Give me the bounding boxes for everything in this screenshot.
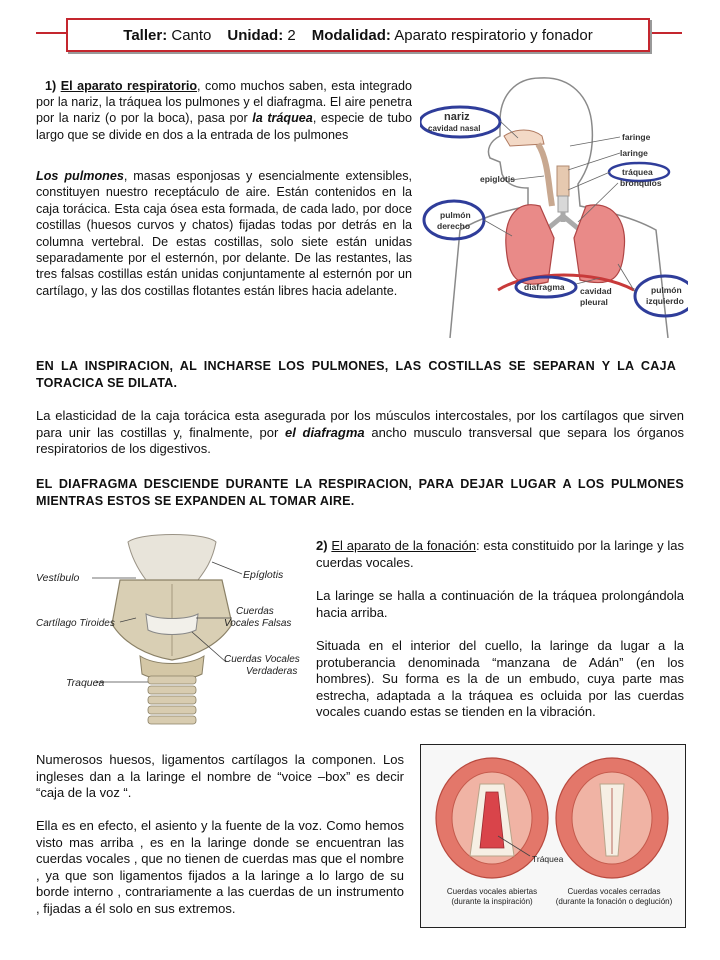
label-cuerdas-falsas-2: Vocales Falsas: [224, 618, 292, 629]
label-traquea: tráquea: [622, 167, 653, 177]
header-unidad: Unidad: 2: [227, 26, 296, 44]
label-cavidad-pleural-2: pleural: [580, 297, 608, 307]
label-pulmon-izquierdo-1: pulmón: [651, 285, 682, 295]
section1-lungs: Los pulmones, masas esponjosas y esencialmente extensibles, constituyen nuestro receptáculo de aire. Están contenidos en la caja torácica. Esta caja ósea esta formada, de cada lado, por doce costillas (huesos curvos y chatos) fijadas todas por detrás en la columna vertebral. De estas costillas, solo siete están unidas separadamente por el esternón, por delante. De las restantes, las tres falsas costillas están unidas conjuntamente al esternón por un cartílago, y las dos costillas flotantes están libres hacia adelante.: [36, 169, 412, 298]
section2-intro: 2) El aparato de la fonación: esta constituido por la laringe y las cuerdas vocales.: [316, 538, 685, 570]
label-cuerdas-falsas-1: Cuerdas: [236, 606, 274, 617]
label-traquea-3: Tráquea: [532, 854, 564, 864]
vocal-cords-diagram: [420, 744, 686, 928]
label-bronquios: bronquios: [620, 178, 662, 188]
label-pulmon-izquierdo-2: izquierdo: [646, 296, 684, 306]
diafragma-caps: EL DIAFRAGMA DESCIENDE DURANTE LA RESPIRACION, PARA DEJAR LUGAR A LOS PULMONES MIENTRAS ESTOS SE EXPANDEN AL TOMAR AIRE.: [36, 477, 684, 508]
caption-closed-2: (durante la fonación o deglución): [555, 897, 673, 906]
caption-open-1: Cuerdas vocales abiertas: [446, 887, 538, 896]
label-epiglotis: epiglotis: [480, 174, 515, 184]
label-pulmon-derecho-1: pulmón: [440, 210, 471, 220]
header-modalidad: Modalidad: Aparato respiratorio y fonador: [311, 26, 593, 44]
label-laringe: laringe: [620, 148, 648, 158]
larynx-diagram: [36, 532, 306, 728]
voicebox-p1: Numerosos huesos, ligamentos cartílagos la componen. Los ingleses dan a la laringe el nombre de “voice –box” es decir “caja de la voz “.: [36, 752, 404, 801]
voicebox-p2: Ella es en efecto, el asiento y la fuente de la voz. Como hemos visto mas arriba , es en la laringe donde se encuentran las cuerdas vocales , que no tienen de cuerdas mas que el nombre , ya que son ligamentos fijados a la laringe a lo largo de su borde interno , contrariamente a las cuerdas de un instrumento , fijadas a él solo en sus extremos.: [36, 818, 404, 916]
section2-laringe: La laringe se halla a continuación de la tráquea prolongándola hacia arriba.: [316, 588, 684, 620]
caption-closed-1: Cuerdas vocales cerradas: [567, 887, 661, 896]
section2-situada: Situada en el interior del cuello, la laringe da lugar a la protuberancia denominada “manzana de Adán” (en los hombres). Su forma es la de un embudo, cuya parte mas estrecha, adaptada a la tráquea es ocluida por las cuerdas vocales cuando estas se tienden en la vibración.: [316, 638, 684, 720]
inspiracion-caps: EN LA INSPIRACION, AL INCHARSE LOS PULMONES, LAS COSTILLAS SE SEPARAN Y LA CAJA TORACICA SE DILATA.: [36, 359, 676, 390]
header-box: [66, 18, 650, 52]
label-diafragma: diafragma: [524, 282, 565, 292]
label-vestibulo: Vestíbulo: [36, 572, 80, 584]
elasticidad-paragraph: La elasticidad de la caja torácica esta asegurada por los músculos intercostales, por los cartílagos que sirven para unir las costillas y, finalmente, por el diafragma ancho musculo transversal que separa los órganos respiratorios de los digestivos.: [36, 408, 684, 457]
label-cuerdas-verdaderas-1: Cuerdas Vocales: [224, 654, 300, 665]
section1-intro: 1) El aparato respiratorio, como muchos saben, esta integrado por la nariz, la tráquea los pulmones y el diafragma. El aire penetra por la nariz (o por la boca), pasa por la tráquea, especie de tubo largo que se divide en dos a la entrada de los pulmones: [36, 79, 413, 142]
label-cavidad-nasal: cavidad nasal: [428, 124, 481, 133]
label-nariz: nariz: [444, 111, 470, 123]
label-cuerdas-verdaderas-2: Verdaderas: [246, 666, 298, 677]
header-taller: Taller: Canto: [123, 26, 212, 44]
label-cartilago-tiroides: Cartílago Tiroides: [36, 618, 115, 629]
respiratory-diagram: [420, 66, 688, 338]
caption-open-2: (durante la inspiración): [451, 897, 533, 906]
label-pulmon-derecho-2: derecho: [437, 221, 471, 231]
label-traquea-2: Traquea: [66, 677, 105, 689]
label-cavidad-pleural-1: cavidad: [580, 286, 612, 296]
label-epiglotis-2: Epíglotis: [243, 569, 284, 581]
label-faringe: faringe: [622, 132, 651, 142]
